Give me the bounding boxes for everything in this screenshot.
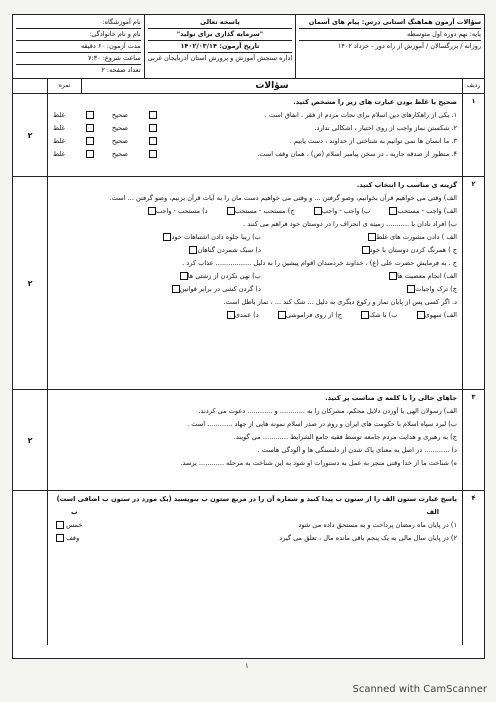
false-label: غلط xyxy=(53,150,65,158)
mc-option[interactable] xyxy=(160,231,260,244)
question-instruction: پاسخ عبارت ستون الف را از ستون ب پیدا کنید و شماره آن را در مربع ستون ب بنویسید (یک مورد در ستون ب اضافی است) xyxy=(56,495,457,503)
option-label: د) عمدی xyxy=(234,311,259,319)
option-label: وقف xyxy=(66,534,80,542)
true-label: صحیح xyxy=(111,150,128,158)
mc-stem: الف) وقتی می خواهیم قرآن بخوانیم، وضو گرفتن ... و وقتی می خواهیم دست مان را به آیات قرآن بزنیم، وضو گرفتن ... است. xyxy=(109,194,457,202)
checkbox[interactable] xyxy=(86,124,94,132)
tf-choices xyxy=(53,122,175,135)
header-date: تاریخ آزمون: ۱۴۰۲/۰۳/۱۴ xyxy=(148,41,292,53)
tf-item xyxy=(53,122,457,135)
option-label: د) مستحب - واجب xyxy=(155,207,208,215)
mc-option[interactable] xyxy=(224,205,295,218)
mc-stem: د. اگر کسی پس از پایان نماز و رکوع دیگری به دلیل ... شک کند ... ، نماز باطل است. xyxy=(223,298,457,306)
mc-option[interactable] xyxy=(277,283,457,296)
page-number: ۱ xyxy=(245,662,249,670)
questions-title-row xyxy=(13,79,484,94)
checkbox[interactable] xyxy=(149,150,157,158)
true-label: صحیح xyxy=(111,124,128,132)
mc-option[interactable] xyxy=(177,270,261,283)
option-label: خمس xyxy=(66,521,83,529)
mc-options xyxy=(53,309,457,322)
checkbox[interactable] xyxy=(389,272,397,280)
checkbox[interactable] xyxy=(417,311,425,319)
option-label: ب) با شک xyxy=(369,311,398,319)
match-b-item xyxy=(53,532,79,545)
header-student-name: نام و نام خانوادگی: xyxy=(16,29,141,41)
tf-item xyxy=(53,135,457,148)
question-number: ۲ xyxy=(462,177,484,389)
mc-stem: ب) افراد نادان با ........... زمینه ی انحراف را در دوستان خود فراهم می کنند . xyxy=(243,220,457,228)
header-course-info xyxy=(295,15,484,78)
option-label: ب) نهی نکردن از زشتی ها xyxy=(187,272,261,280)
question-instruction: گزینه ی مناسب را انتخاب کنید. xyxy=(356,181,457,189)
question-instruction: صحیح یا غلط بودن عبارت های زیر را مشخص کنید. xyxy=(293,98,457,106)
checkbox[interactable] xyxy=(278,311,286,319)
match-row xyxy=(53,519,457,532)
question-2 xyxy=(13,177,484,390)
option-label: الف) انجام معصیت ها xyxy=(397,272,457,280)
question-score: ۲ xyxy=(27,435,33,445)
fill-blank-item: ب) لبرد سپاه اسلام با حکومت های ایران و روم در صدر اسلام نمونه هایی از جهاد ............ است . xyxy=(187,420,457,428)
checkbox[interactable] xyxy=(314,207,322,215)
tf-item xyxy=(53,109,457,122)
question-4 xyxy=(13,491,484,645)
checkbox[interactable] xyxy=(149,137,157,145)
header-exam-title: سؤالات آزمون هماهنگ استانی درس: پیام های آسمان xyxy=(299,17,481,29)
option-label: ج ) همرنگ کردن دوستان با خود xyxy=(369,246,457,254)
checkbox[interactable] xyxy=(362,246,370,254)
question-score xyxy=(13,491,47,645)
header-start-time: ساعت شروع: ۷:۳۰ xyxy=(16,53,141,65)
option-label: الف) واجب - مستحب xyxy=(397,207,457,215)
mc-option[interactable] xyxy=(186,244,260,257)
mc-option[interactable] xyxy=(275,309,342,322)
checkbox[interactable] xyxy=(86,150,94,158)
scanner-watermark: Scanned with CamScanner xyxy=(352,684,487,695)
questions-title: سؤالات xyxy=(81,79,462,93)
match-b-item xyxy=(53,519,82,532)
header-office: اداره سنجش آموزش و پرورش استان آذربایجان غربی xyxy=(147,54,293,62)
match-a-item: ۲) در پایان سال مالی به یک پنجم باقی مانده مال ، تعلق می گیرد xyxy=(279,534,457,542)
checkbox[interactable] xyxy=(227,311,235,319)
header-center xyxy=(144,15,295,78)
option-label: الف) سهوی xyxy=(424,311,457,319)
mc-option[interactable] xyxy=(358,309,397,322)
checkbox[interactable] xyxy=(180,272,188,280)
false-label: غلط xyxy=(53,137,65,145)
mc-option[interactable] xyxy=(414,309,457,322)
tf-choices xyxy=(53,135,175,148)
option-label: ب) واجب - واجب xyxy=(321,207,371,215)
tf-text: ۱. یکی از راهکارهای دین اسلام برای نجات مردم از فقر ، انفاق است . xyxy=(264,111,457,119)
header-school: نام آموزشگاه: xyxy=(16,17,141,29)
true-label: صحیح xyxy=(111,137,128,145)
question-number: ۱ xyxy=(462,94,484,176)
checkbox[interactable] xyxy=(227,207,235,215)
mc-option[interactable] xyxy=(277,270,457,283)
question-body xyxy=(47,177,462,389)
checkbox[interactable] xyxy=(172,285,180,293)
option-label: د) گردن کشی در برابر قوانین xyxy=(179,285,261,293)
fill-blank-item: الف) رسولان الهی با آوردن دلایل محکم، مشرکان را به ............ و ............ دعوت می کردند. xyxy=(198,407,457,415)
false-label: غلط xyxy=(53,124,65,132)
option-label: ب) زیبا جلوه دادن اشتباهات خود xyxy=(171,233,261,241)
question-number: ۳ xyxy=(462,390,484,490)
mc-option[interactable] xyxy=(277,244,457,257)
checkbox[interactable] xyxy=(149,111,157,119)
question-body xyxy=(47,491,462,645)
tf-text: ۲. شکستن نماز واجب از روی اختیار ، اشکالی ندارد. xyxy=(314,124,457,132)
header-duration: مدت آزمون: ۶۰ دقیقه xyxy=(16,41,141,53)
option-label: الف ) دادن مشورت های غلط xyxy=(375,233,457,241)
header-basmala: پاسخه تعالی xyxy=(148,17,292,29)
mc-options xyxy=(53,270,457,283)
mc-stem: ج . به فرمایش حضرت علی (ع) ، خداوند خردمندان اقوام پیشین را به دلیل ................. عذاب کرد . xyxy=(182,259,457,267)
checkbox[interactable] xyxy=(361,311,369,319)
mc-options xyxy=(53,205,457,218)
mc-option[interactable] xyxy=(277,231,457,244)
checkbox[interactable] xyxy=(148,207,156,215)
tf-item xyxy=(53,148,457,161)
answer-box[interactable] xyxy=(56,534,64,542)
answer-box[interactable] xyxy=(56,521,64,529)
column-a-header: الف xyxy=(426,508,439,516)
header-student-info xyxy=(13,15,144,78)
mc-option[interactable] xyxy=(145,205,208,218)
fill-blank-item: د) ............ در اصل به معنای پاک شدن از دلبستگی ها و آلودگی هاست . xyxy=(257,446,457,454)
mc-options xyxy=(53,283,457,296)
tf-choices xyxy=(53,109,175,122)
mc-option[interactable] xyxy=(169,283,261,296)
question-body xyxy=(47,94,462,176)
question-score: ۲ xyxy=(27,130,33,140)
match-row xyxy=(53,532,457,545)
header-session: روزانه / بزرگسالان / آموزش از راه دور - خرداد ۱۴۰۲ xyxy=(337,42,481,50)
exam-header xyxy=(13,15,484,79)
fill-blank-item: ه) شناخت ما از خدا وقتی منجر به عمل به دستورات او شود به این شناخت به مرحله ............ برسد. xyxy=(180,459,457,467)
header-grade: پایه: نهم دوره اول متوسطه xyxy=(299,29,481,41)
mc-option[interactable] xyxy=(386,205,457,218)
tf-choices xyxy=(53,148,175,161)
question-score: ۲ xyxy=(27,278,33,288)
header-slogan: "سرمایه گذاری برای تولید" xyxy=(148,29,292,41)
option-label: ج) ترک واجبات xyxy=(415,285,457,293)
column-b-header: ب xyxy=(71,508,78,516)
mc-option[interactable] xyxy=(311,205,371,218)
question-1 xyxy=(13,94,484,177)
question-number: ۴ xyxy=(462,491,484,645)
mc-options xyxy=(53,231,457,244)
tf-text: ۴. منظور از صدقه جاریه ، در سخن پیامبر اسلام (ص) ، همان وقف است. xyxy=(257,150,457,158)
fill-blank-item: ج) به رهبری و هدایت مردم جامعه توسط فقیه جامع الشرایط ............ می گویند. xyxy=(233,433,457,441)
match-a-item: ۱) در پایان ماه رمضان پرداخت و به مستحق داده می شود xyxy=(298,521,457,529)
checkbox[interactable] xyxy=(149,124,157,132)
mc-option[interactable] xyxy=(224,309,259,322)
checkbox[interactable] xyxy=(368,233,376,241)
option-label: ج) مستحب - مستحب xyxy=(234,207,295,215)
question-body xyxy=(47,390,462,490)
checkbox[interactable] xyxy=(86,111,94,119)
match-headers xyxy=(53,506,457,519)
true-label: صحیح xyxy=(111,111,128,119)
checkbox[interactable] xyxy=(86,137,94,145)
tf-text: ۳. ما انسان ها نمی توانیم به شناختی از خداوند ، دست یابیم . xyxy=(289,137,457,145)
header-page-count: تعداد صفحه: ۲ xyxy=(101,66,141,74)
blank-cell xyxy=(13,79,47,93)
nomre-label: نمره xyxy=(47,79,81,93)
question-instruction: جاهای خالی را با کلمه ی مناسب پر کنید. xyxy=(325,394,457,402)
option-label: ج) از روی فراموشی xyxy=(285,311,343,319)
option-label: د) سبک شمردن گناهان xyxy=(197,246,261,254)
question-3 xyxy=(13,390,484,491)
exam-page xyxy=(12,14,485,659)
radif-label: ردیف xyxy=(462,79,484,93)
false-label: غلط xyxy=(53,111,65,119)
mc-options xyxy=(53,244,457,257)
